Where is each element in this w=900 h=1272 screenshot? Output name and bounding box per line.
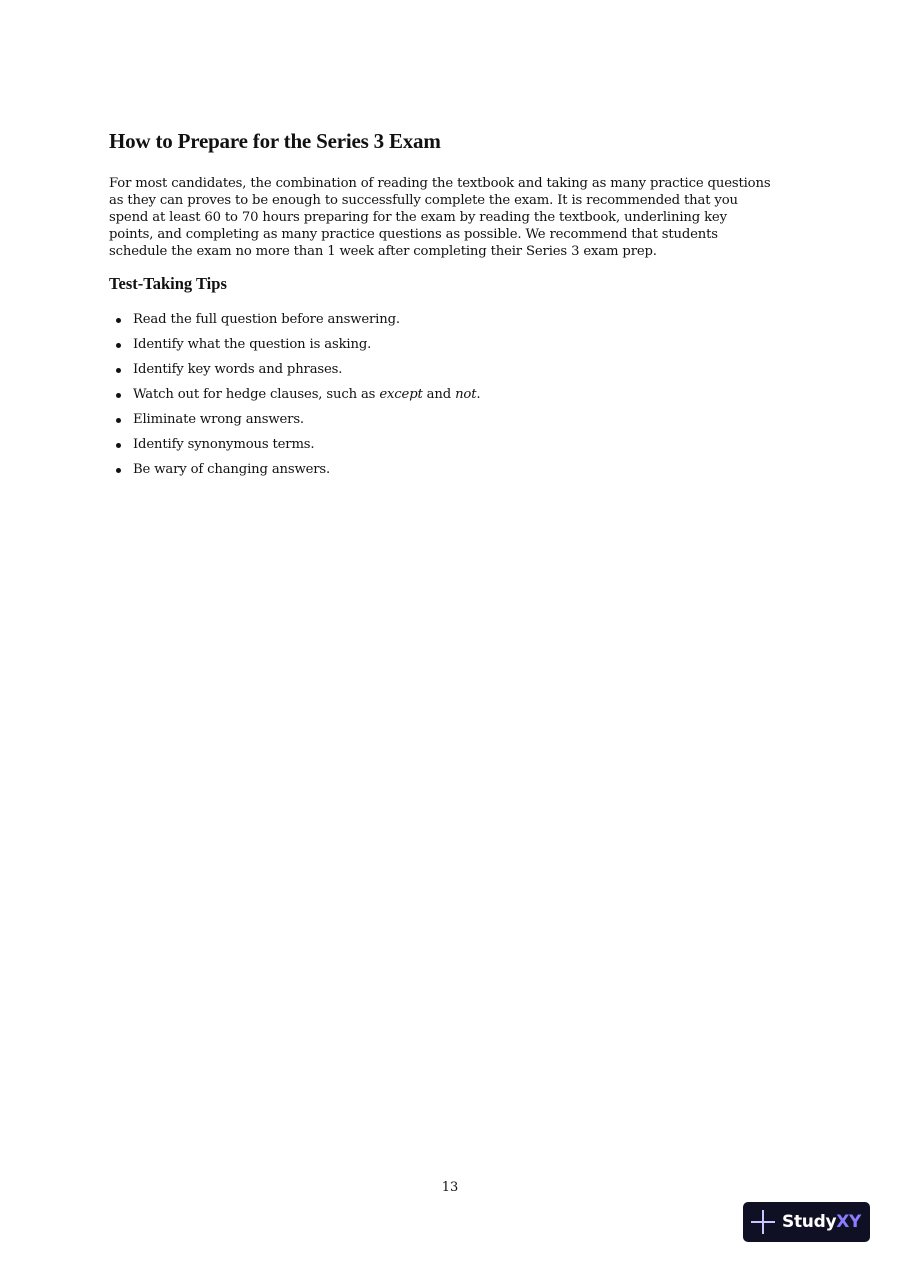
studyxy-logo[interactable]	[743, 1202, 870, 1242]
list-item-text-part: and	[422, 386, 456, 402]
logo-brand-accent: XY	[836, 1212, 862, 1232]
list-item-text: Identify key words and phrases.	[133, 361, 343, 377]
emphasis-text: not	[455, 386, 477, 402]
intro-line: spend at least 60 to 70 hours preparing for the exam by reading the textbook, underlining key	[109, 210, 727, 226]
logo-brand-main: Study	[782, 1212, 837, 1232]
bullet-icon	[116, 343, 121, 348]
section-heading: Test-Taking Tips	[109, 274, 227, 294]
intro-line: as they can proves to be enough to successfully complete the exam. It is recommended that you	[109, 193, 738, 209]
list-item-text-part: Watch out for hedge clauses, such as	[133, 386, 380, 402]
list-item-text: Read the full question before answering.	[133, 311, 400, 327]
page-number: 13	[441, 1180, 459, 1195]
list-item	[109, 382, 809, 407]
list-item-text: Identify what the question is asking.	[133, 336, 372, 352]
list-item-text: Be wary of changing answers.	[133, 461, 331, 477]
bullet-icon	[116, 368, 121, 373]
list-item	[109, 432, 809, 457]
intro-line: points, and completing as many practice questions as possible. We recommend that students	[109, 227, 718, 243]
list-item	[109, 457, 809, 482]
bullet-icon	[116, 443, 121, 448]
list-item-text-part: .	[476, 386, 481, 402]
plus-icon	[751, 1210, 775, 1234]
page-content	[109, 128, 809, 482]
bullet-icon	[116, 393, 121, 398]
page-title: How to Prepare for the Series 3 Exam	[109, 129, 441, 153]
list-item-text: Identify synonymous terms.	[133, 436, 315, 452]
bullet-icon	[116, 418, 121, 423]
list-item-text	[133, 387, 480, 402]
bullet-icon	[116, 468, 121, 473]
intro-line: For most candidates, the combination of reading the textbook and taking as many practice questions	[109, 176, 771, 192]
logo-wordmark	[782, 1212, 861, 1232]
bullet-icon	[116, 318, 121, 323]
list-item	[109, 357, 809, 382]
list-item	[109, 332, 809, 357]
intro-paragraph	[109, 175, 809, 260]
tips-list	[109, 307, 809, 482]
intro-line: schedule the exam no more than 1 week after completing their Series 3 exam prep.	[109, 244, 657, 260]
list-item-text: Eliminate wrong answers.	[133, 411, 304, 427]
list-item	[109, 307, 809, 332]
emphasis-text: except	[379, 386, 423, 402]
list-item	[109, 407, 809, 432]
